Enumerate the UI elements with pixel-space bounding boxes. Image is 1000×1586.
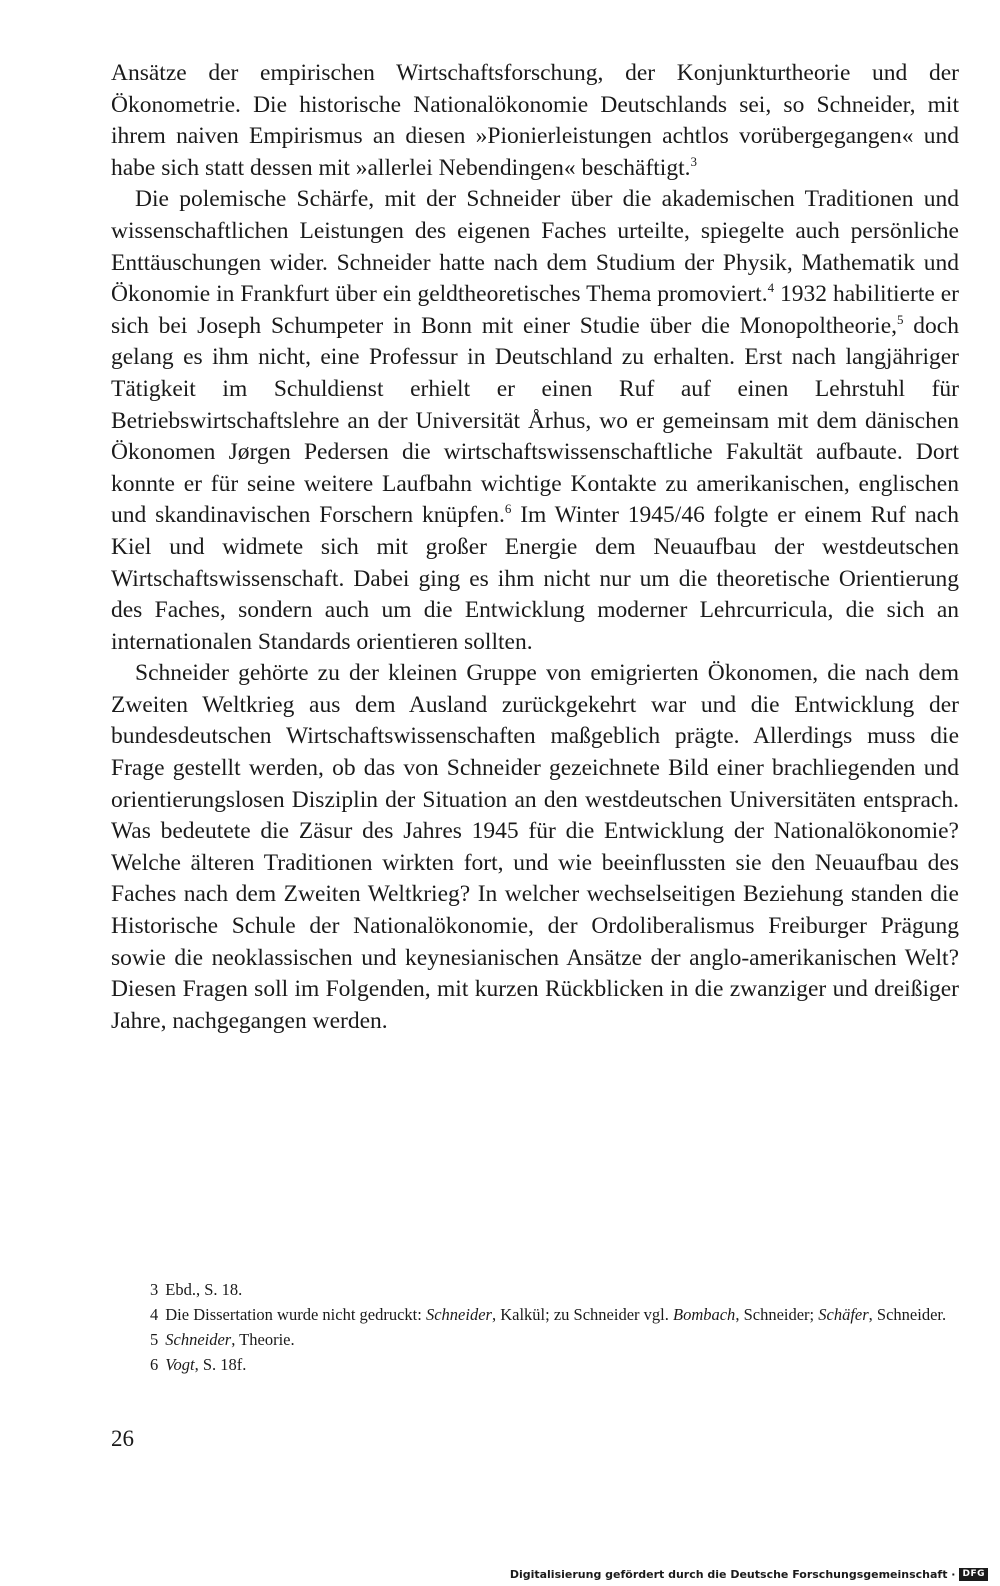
footnote-number: 3 <box>150 1280 159 1299</box>
footnote-number: 4 <box>150 1305 159 1324</box>
text-run: , Kalkül; zu Schneider vgl. <box>491 1305 673 1324</box>
footnote <box>111 1277 959 1302</box>
text-run: , Schneider; <box>735 1305 819 1324</box>
author-name: Bombach <box>672 1305 736 1324</box>
text-run: doch gelang es ihm nicht, eine Professur in Deutschland zu erhalten. Erst nach langjähriger Tätigkeit im Schuldienst erhielt er einen Ruf auf einen Lehrstuhl für Betriebswirtschaftslehre an der Universität Århus, wo er gemeinsam mit dem dänischen Ökonomen Jørgen Pedersen die wirtschaftswissenschaftliche Fakultät aufbaute. Dort konnte er für seine weitere Laufbahn wichtige Kontakte zu amerikanischen, englischen und skandinavischen Forschern knüpfen. <box>111 312 959 529</box>
footnote-ref: 5 <box>897 311 904 327</box>
paragraph <box>111 184 959 658</box>
footnote <box>111 1352 959 1377</box>
main-text <box>111 58 959 1037</box>
funding-notice <box>510 1568 988 1581</box>
footnote-ref: 4 <box>767 280 775 296</box>
funding-notice-text: Digitalisierung gefördert durch die Deutsche Forschungsgemeinschaft · <box>509 1568 956 1581</box>
text-run: Ebd., S. 18. <box>165 1280 243 1299</box>
text-run: Ansätze der empirischen Wirtschaftsforschung, der Konjunkturtheorie und der Ökonometrie. Die historische Nationalökonomie Deutschlands sei, so Schneider, mit ihrem naiven Empirismus an diesen »Pionierleistungen achtlos vorübergegangen« und habe sich statt dessen mit »allerlei Nebendingen« beschäftigt. <box>111 60 959 181</box>
text-run: Schneider gehörte zu der kleinen Gruppe von emigrierten Ökonomen, die nach dem Zweiten Weltkrieg aus dem Ausland zurückgekehrt war und die Entwicklung der bundesdeutschen Wirtschaftswissenschaften maßgeblich prägte. Allerdings muss die Frage gestellt werden, ob das von Schneider gezeichnete Bild einer brachliegenden und orientierungslosen Disziplin der Situation an den westdeutschen Universitäten entsprach. Was bedeutete die Zäsur des Jahres 1945 für die Entwicklung der Nationalökonomie? Welche älteren Traditionen wirkten fort, und wie beeinflussten sie den Neuaufbau des Faches nach dem Zweiten Weltkrieg? In welcher wechselseitigen Beziehung standen die Historische Schule der Nationalökonomie, der Ordoliberalismus Freiburger Prägung sowie die neoklassischen und keynesianischen Ansätze der anglo-amerikanischen Welt? Diesen Fragen soll im Folgenden, mit kurzen Rückblicken in die zwanziger und dreißiger Jahre, nachgegangen werden. <box>111 660 959 1034</box>
footnote-ref: 3 <box>690 153 697 169</box>
footnote <box>111 1327 959 1352</box>
text-run: , Schneider. <box>868 1305 947 1324</box>
footnote <box>111 1302 959 1327</box>
dfg-logo: DFG <box>959 1568 988 1581</box>
author-name: Schneider <box>165 1330 232 1349</box>
paragraph <box>111 658 959 1037</box>
text-run: , S. 18f. <box>194 1355 247 1374</box>
footnote-ref: 6 <box>504 501 512 517</box>
footnote-number: 6 <box>150 1355 159 1374</box>
footnote-number: 5 <box>150 1330 159 1349</box>
paragraph <box>111 58 959 184</box>
text-run: Die Dissertation wurde nicht gedruckt: <box>165 1305 426 1324</box>
text-run: Die polemische Schärfe, mit der Schneider über die akademischen Traditionen und wissenschaftlichen Leistungen des eigenen Faches urteilte, spiegelte auch persönliche Enttäuschungen wider. Schneider hatte nach dem Studium der Physik, Mathematik und Ökonomie in Frankfurt über ein geldtheoretisches Thema promoviert. <box>111 186 959 308</box>
text-run: Im Winter 1945/46 folgte er einem Ruf nach Kiel und widmete sich mit großer Energie dem Neuaufbau der westdeutschen Wirtschaftswissenschaft. Dabei ging es ihm nicht nur um die theoretische Orientierung des Faches, sondern auch um die Entwicklung moderner Lehrcurricula, die sich an internationalen Standards orientieren sollten. <box>111 502 959 655</box>
author-name: Schneider <box>425 1305 492 1324</box>
author-name: Schäfer <box>818 1305 869 1324</box>
page-number: 26 <box>111 1426 134 1451</box>
author-name: Vogt <box>165 1355 195 1374</box>
footnotes <box>111 1277 959 1377</box>
text-run: , Theorie. <box>231 1330 295 1349</box>
text-run: 1932 habilitierte er sich bei Joseph Schumpeter in Bonn mit einer Studie über die Monopoltheorie, <box>111 281 959 339</box>
